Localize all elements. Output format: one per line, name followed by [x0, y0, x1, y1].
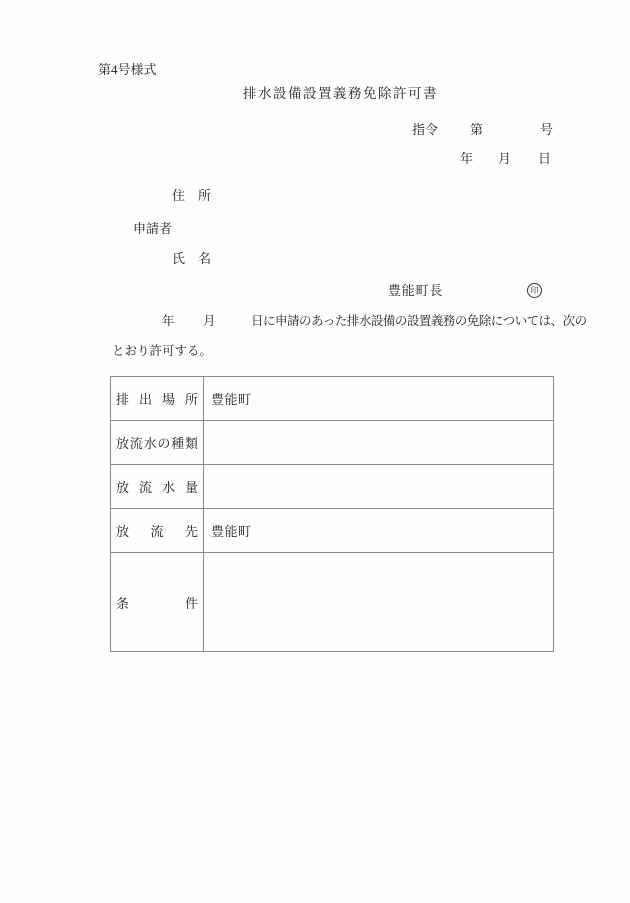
directive-number-prefix: 第 — [470, 122, 484, 137]
seal-icon — [527, 283, 542, 298]
body-date-year: 年 — [162, 314, 175, 328]
effluent-type-label: 放流水の種類 — [116, 436, 198, 451]
discharge-place-value: 豊能町 — [211, 392, 252, 407]
issuer-title: 豊能町長 — [388, 283, 444, 298]
applicant-address-label: 住 所 — [172, 188, 212, 203]
discharge-volume-value-cell — [204, 465, 554, 509]
discharge-destination-value: 豊能町 — [211, 524, 252, 539]
conditions-value-cell — [204, 553, 554, 652]
body-text-line1: 日に申請のあった排水設備の設置義務の免除については、次の — [251, 314, 587, 328]
discharge-volume-label-cell — [111, 465, 204, 509]
date-year-label: 年 — [460, 151, 474, 166]
conditions-label-cell — [111, 553, 204, 652]
discharge-place-label-cell — [111, 377, 204, 421]
table-row-effluent-type — [111, 421, 554, 465]
discharge-place-value-cell — [204, 377, 554, 421]
effluent-type-value-cell — [204, 421, 554, 465]
date-month-label: 月 — [498, 151, 512, 166]
discharge-destination-label: 放流先 — [116, 524, 198, 539]
form-number: 第4号様式 — [98, 62, 157, 77]
applicant-name-label: 氏 名 — [172, 251, 212, 266]
body-text-line2: とおり許可する。 — [112, 344, 213, 358]
table-row-conditions — [111, 553, 554, 652]
effluent-type-label-cell — [111, 421, 204, 465]
discharge-destination-label-cell — [111, 509, 204, 553]
page-title: 排水設備設置義務免除許可書 — [243, 86, 438, 101]
directive-number-suffix: 号 — [540, 122, 554, 137]
applicant-group-label: 申請者 — [133, 221, 173, 236]
conditions-label: 条件 — [116, 595, 198, 611]
table-row-discharge-volume — [111, 465, 554, 509]
discharge-destination-value-cell — [204, 509, 554, 553]
discharge-volume-label: 放流水量 — [116, 480, 198, 495]
permit-details-table — [110, 376, 554, 652]
directive-label: 指令 — [412, 122, 439, 137]
table-row-discharge-destination — [111, 509, 554, 553]
seal-character: 印 — [530, 285, 539, 295]
table-row-discharge-place — [111, 377, 554, 421]
body-date-month: 月 — [203, 314, 216, 328]
date-day-label: 日 — [538, 151, 552, 166]
discharge-place-label: 排出場所 — [116, 392, 198, 407]
